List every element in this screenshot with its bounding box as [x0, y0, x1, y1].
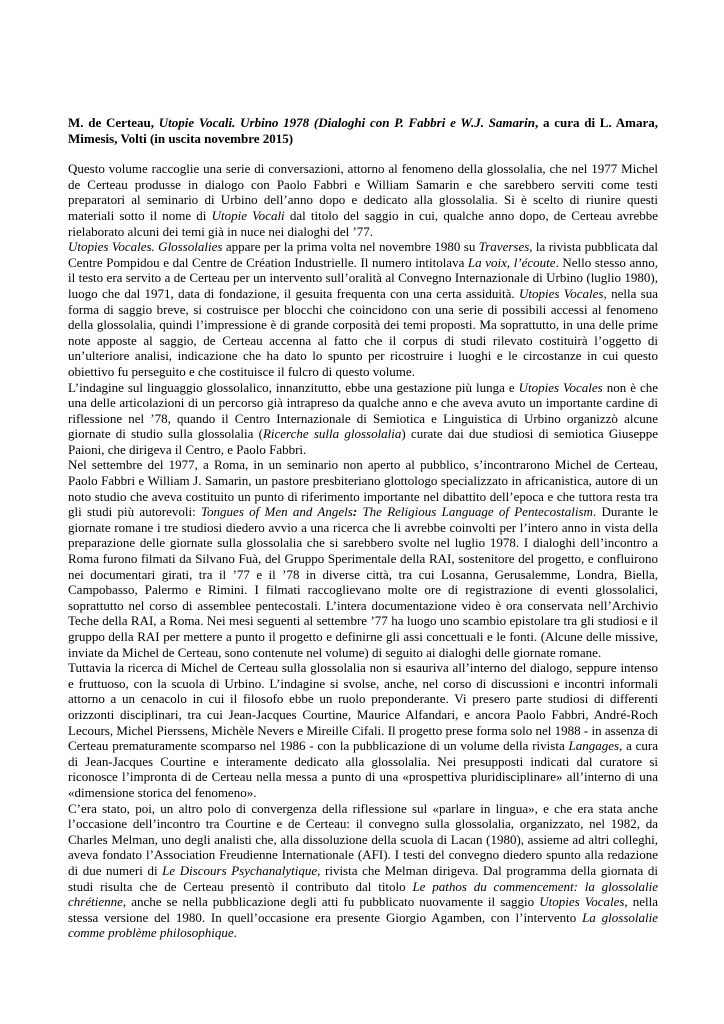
text-run: Tongues of Men and Angels — [201, 504, 353, 520]
text-run: , nella sua forma di saggio breve, si costruisce per blocchi che coincidono con una serie di possibili accessi al fenomeno della glossolalia, quindi l’impressione è di grande corposità dei temi proposti. Ma soprattutto, in una delle prime note apposte al saggio, de Certeau accenna al fatto che il corpus di studi rilevato costituirà l’oggetto di un’ulteriore analisi, indicazione che ha dato lo spunto per ricostruire i luoghi e le circostanze in cui questo obiettivo fu perseguito e che costituisce il fulcro di questo volume. — [68, 285, 659, 379]
text-run: , nella stessa versione del 1980. In quell’occasione era presente Giorgio Agamben, con l’intervento — [68, 894, 658, 925]
text-run: dal titolo del saggio in cui, qualche anno dopo, de Certeau avrebbe rielaborato alcuni dei temi già in nuce nei dialoghi del ’77. — [68, 207, 658, 239]
text-run: . — [233, 925, 237, 941]
text-run: Utopies Vocales — [518, 285, 604, 301]
heading-author: M. de Certeau, — [68, 115, 159, 130]
document-heading — [68, 115, 658, 146]
paragraph-3 — [68, 380, 658, 458]
text-run: , rivista che Melman dirigeva. Dal programma della giornata di studi risulta che de Certeau presentò il contributo dal titolo — [68, 862, 658, 894]
text-run: , la rivista pubblicata dal Centre Pompidou e dal Centre de Création Industrielle. Il numero intitolava — [68, 239, 659, 270]
text-run: The Religious Language of Pentecostalism — [357, 504, 593, 520]
text-run: Le Discours Psychanalytique — [162, 862, 318, 878]
heading-title: Utopie Vocali. Urbino 1978 (Dialoghi con P. Fabbri e W.J. Samarin — [158, 115, 535, 130]
text-run: ) curate dai due studiosi di semiotica Giuseppe Paioni, che dirigeva il Centro, e Paolo Fabbri. — [68, 426, 658, 457]
paragraph-1 — [68, 161, 658, 239]
text-run: Le pathos du commencement: la glossolalie chrétienne — [68, 878, 658, 910]
text-run: C’era stato, poi, un altro polo di convergenza della riflessione sul «parlare in lingua», e che era stata anche l’occasione dell’incontro tra Courtine e de Certeau: il convegno sulla glossolalia, organizzato, nel 1982, da Charles Melman, uno degli analisti che, alla dissoluzione della scuola di Lacan (1980), assieme ad altri colleghi, aveva fondato l’Association Freudienne Internationale (AFI). I testi del convegno diedero spunto alla redazione di due numeri di — [68, 800, 658, 878]
text-run: La glossolalie comme problème philosophique — [68, 909, 658, 941]
text-run: Questo volume raccoglie una serie di conversazioni, attorno al fenomeno della glossolalia, che nel 1977 Michel de Certeau produsse in dialogo con Paolo Fabbri e William Samarin e che sarebbero serviti come testi preparatori al seminario di Urbino dell’anno dopo e dedicato alla glossolalia. Si è scelto di riunire questi materiali sotto il nome di — [68, 161, 658, 223]
paragraph-2 — [68, 239, 658, 379]
text-run: non è che una delle articolazioni di un percorso già intrapreso da qualche anno e che aveva avuto un importante cardine di riflessione nel ’78, quando il Centro Internazionale di Semiotica e Linguistica di Urbino organizzò alcune giornate di studio sulla glossolalia ( — [68, 379, 658, 442]
text-run: Utopies Vocales — [539, 894, 625, 910]
text-run: appare per la prima volta nel novembre 1980 su — [222, 239, 479, 255]
text-run: , anche se nella pubblicazione degli atti fu pubblicato nuovamente il saggio — [122, 894, 540, 910]
text-run: . Nello stesso anno, il testo era servito a de Certeau per un intervento sull’oralità al Convegno Internazionale di Urbino (luglio 1980), luogo che dal 1971, data di fondazione, il gesuita frequenta con una certa assiduità. — [68, 254, 658, 301]
text-run: La voix, l’écoute — [467, 254, 556, 270]
text-run: Utopies Vocales — [518, 379, 603, 395]
text-run: Ricerche sulla glossolalia — [262, 426, 402, 442]
text-run: Nel settembre del 1977, a Roma, in un seminario non aperto al pubblico, s’incontrarono Michel de Certeau, Paolo Fabbri e William J. Samarin, un pastore presbiteriano glottologo specializzato in africanistica, autore di un noto studio che aveva costituito un punto di riferimento importante nel dibattito dell’epoca e che tuttora resta tra gli studi più autorevoli: — [68, 457, 658, 520]
text-run: Tuttavia la ricerca di Michel de Certeau sulla glossolalia non si esauriva all’interno del dialogo, seppure intenso e fruttuoso, con la scuola di Urbino. L’indagine si svolse, anche, nel corso di discussioni e incontri informali attorno a un cenacolo in cui il filosofo ebbe un ruolo preponderante. Vi presero parte studiosi di differenti orizzonti disciplinari, tra cui Jean-Jacques Courtine, Maurice Alfandari, e ancora Paolo Fabbri, André-Roch Lecours, Michel Pierssens, Michèle Nevers e Mireille Cifali. Il progetto prese forma solo nel 1988 - in assenza di Certeau prematuramente scomparso nel 1986 - con la pubblicazione di un volume della rivista — [68, 660, 658, 754]
text-run: L’indagine sul linguaggio glossolalico, innanzitutto, ebbe una gestazione più lunga e — [68, 379, 519, 395]
text-run: , a cura di Jean-Jacques Courtine e interamente dedicato alla glossolalia. Nei presupposti indicati dal curatore si riconosce l’impronta di de Certeau nella messa a punto di una «prospettiva pluridisciplinare» all’interno di una «dimensione storica del fenomeno». — [68, 738, 659, 800]
paragraph-6 — [68, 801, 658, 941]
heading-details: , a cura di L. Amara, Mimesis, Volti (in uscita novembre 2015) — [68, 115, 658, 146]
paragraph-5 — [68, 660, 658, 800]
paragraph-4 — [68, 457, 658, 660]
text-run: Utopies Vocales. Glossolalies — [68, 239, 223, 255]
text-run: : — [352, 504, 358, 520]
text-run: Langages — [568, 738, 620, 754]
text-run: Utopie Vocali — [211, 207, 285, 223]
text-run: . Durante le giornate romane i tre studiosi diedero avvio a una ricerca che li avrebbe coinvolti per l’intero anno in vista della preparazione delle giornate sulla glossolalia che si sarebbero svolte nel luglio 1978. I dialoghi dell’incontro a Roma furono filmati da Silvano Fuà, del Gruppo Sperimentale della RAI, sostenitore del progetto, e confluirono nei documentari girati, tra il ’77 e il ’78 in diverse città, tra cui Losanna, Gerusalemme, Londra, Biella, Campobasso, Palermo e Rimini. I filmati raccoglievano molte ore di registrazione di eventi glossolalici, soprattutto nel corso di assemblee pentecostali. L’intera documentazione video è ora conservata nell’Archivio Teche della RAI, a Roma. Nei mesi seguenti al settembre ’77 ha luogo uno scambio epistolare tra gli studiosi e il gruppo della RAI per mettere a punto il progetto e definirne gli assi concettuali e le fonti. (Alcune delle missive, inviate da Michel de Certeau, sono contenute nel volume) di seguito ai dialoghi delle giornate romane. — [68, 504, 658, 660]
text-run: Traverses — [478, 239, 530, 255]
body-text — [68, 161, 658, 941]
